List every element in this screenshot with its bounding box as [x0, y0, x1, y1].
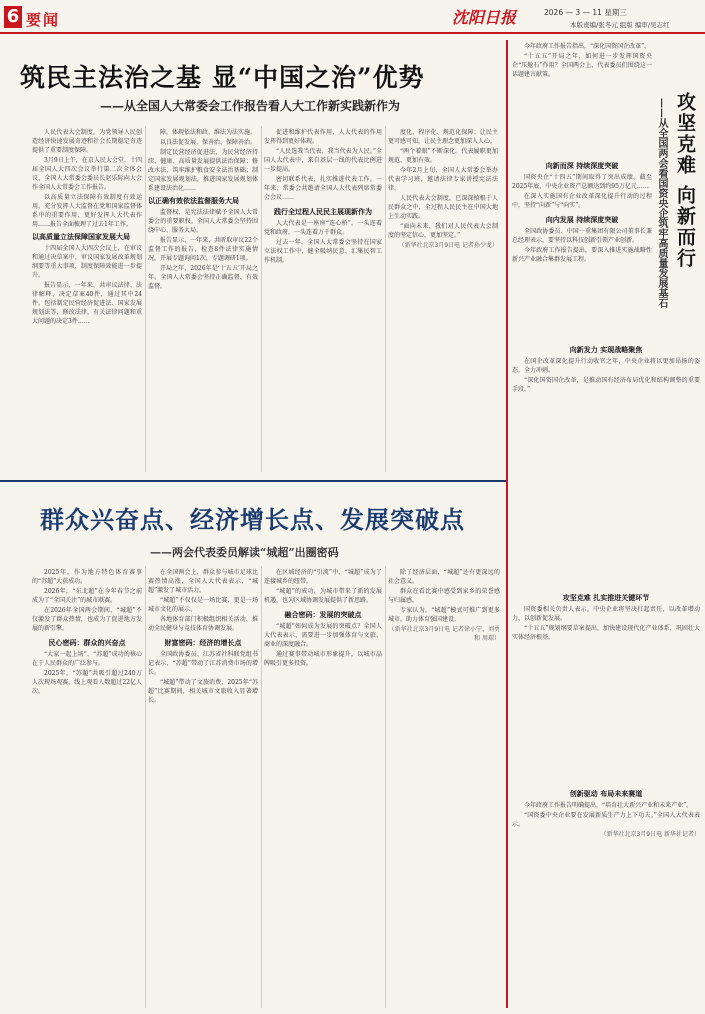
column-divider	[385, 126, 386, 472]
paragraph: 3月9日上午，在京人民大会堂，十四届全国人大四次会议举行第二次全体会议，全国人大常委会委员长赵乐际向大会作全国人大常委会工作报告。	[32, 157, 142, 191]
paragraph: 以高质量立法保障有效制度有效运用，充分发挥人大监督在党和国家监督体系中的重要作用，更好发挥人大代表作用……报告全面梳理了过去1年工作。	[32, 194, 142, 228]
paragraph: 度化、程序化、规范化保障；让民主更可感可知，让民主理念更加深入人心。	[388, 129, 498, 145]
article1-headline: 筑民主法治之基 显“中国之治”优势	[20, 63, 425, 92]
sidebar-divider	[506, 40, 508, 1008]
column-divider	[385, 566, 386, 1008]
page-number-badge: 6	[4, 6, 22, 28]
paragraph: 制定民营经济促进法，为民营经济持续、健康、高质量发展提供法治保障；修改水法，筑牢维护粮食安全法治基础；制定国家发展规划法，推进国家发展规划体系建设法治化……	[148, 149, 258, 192]
article1-column-3	[264, 128, 382, 470]
paragraph: 今年政府工作报告指出，“深化国资国企改革”。	[524, 43, 651, 50]
paragraph: 在深入实施国有企业改革深化提升行动的过程中，坚持“向新”与“向实”。	[512, 193, 652, 209]
sidebar-column-2	[512, 340, 700, 580]
paragraph: “城超”如何成为发展的突破点？全国人大代表表示，需要进一步加强体育与文旅、商业的深度融合。	[264, 623, 382, 648]
sidebar-subhead-4: 攻坚克难 扎实推进关键环节	[562, 594, 650, 602]
paragraph: 2026年，“东北超”在今年春节之前成为了“全国关注”的城市联赛。	[32, 588, 142, 604]
paragraph: 十四届全国人大四次会议上，在审议和通过决草案中，审议国家发展改革规划纲要等重大事项，制度保障效能进一步提升。	[32, 245, 142, 279]
paragraph: 国资委相关负责人表示，中央企业将坚决扛起责任，以改革增动力、以创新促发展。	[512, 606, 700, 622]
article1-subhead-2: 以正确有效依法监督服务大局	[148, 197, 239, 205]
paragraph: 密切联系代表，扎实推进代表工作。一年来，常委会共邀请全国人大代表列席常委会会议……	[264, 176, 382, 201]
paragraph: “两个着眼”不断深化。代表履职更加规范、更加有效。	[388, 148, 498, 164]
sidebar-subhead-5: 创新驱动 布局未来赛道	[569, 790, 643, 798]
sidebar-headline: 攻坚克难 向新而行	[674, 92, 696, 269]
paragraph: “城超”带动了文旅消费，2025年“苏超”比赛期间，相关城市文旅收入显著增长。	[148, 679, 258, 704]
article2-subhead-1: 民心密码：群众的兴奋点	[48, 639, 126, 647]
paragraph: 今年2月上旬，全国人大常委会举办代表学习班，邀请法律专家讲授宪法法律。	[388, 167, 498, 192]
paragraph: “十五五”开局之年，如何进一步发挥国资央企“压舱石”作用？全国两会上，代表委员们围绕这一话题建言献策。	[512, 53, 652, 78]
paragraph: 在国企改革深化提升行动收官之年，中央企业将以更加昂扬的姿态，全力冲刺。	[512, 358, 700, 374]
issue-date: 2026 — 3 — 11 星期三	[544, 8, 627, 17]
paragraph: 2025年，“苏超”共吸引超过240万人次现场观赛，线上观看人数超过22亿人次。	[32, 670, 142, 695]
paragraph: 2025年，作为地方特色体育赛事的“苏超”大获成功。	[32, 569, 142, 585]
sidebar-subhead-1: 向新而深 持续深度突破	[545, 162, 619, 170]
newspaper-logo: 沈阳日报	[452, 8, 517, 27]
header-rule	[0, 32, 705, 34]
article2-column-3	[264, 568, 382, 1008]
sidebar-dateline: （新华社北京3月9日电 新华社记者）	[600, 831, 700, 838]
article2-column-2	[148, 568, 258, 1008]
article1-dateline: （新华社北京3月9日电 记者孙少龙）	[398, 242, 498, 249]
paragraph: 人民代表大会制度，已深深植根于人民群众之中，全过程人民民主在中国大地上生动实践。	[388, 195, 498, 220]
article1-subheadline: ——从全国人大常委会工作报告看人大工作新实践新作为	[100, 99, 401, 113]
section-name: 要闻	[26, 11, 61, 29]
paragraph: “人民选我当代表，我当代表为人民。”全国人大代表中，来自基层一线的代表比例进一步提高。	[264, 148, 382, 173]
editor-credit: 本版责编/张冬元 组版 编审/吴志红	[570, 21, 670, 29]
paragraph: 以良法促发展、保善治、保障善治。	[160, 139, 257, 146]
paragraph: 过去一年，全国人大常委会坚持在国家立法权工作中，健全吸纳民意、汇集民智工作机制。	[264, 239, 382, 264]
paragraph: “十五五”规划纲要草案提出，加快建设现代化产业体系，巩固壮大实体经济根基。	[512, 625, 700, 641]
paragraph: “国资委中央企业要在发展新质生产力上下功夫。”全国人大代表表示。	[512, 812, 700, 828]
paragraph: “深化国资国企改革，是推动国有经济布局优化和结构调整的重要手段。”	[512, 377, 700, 393]
article2-headline: 群众兴奋点、经济增长点、发展突破点	[40, 505, 465, 534]
article1-subhead-1: 以高质量立法保障国家发展大局	[32, 233, 130, 241]
sidebar-column-3	[512, 588, 700, 778]
column-divider	[261, 566, 262, 1008]
sidebar-intro	[512, 42, 652, 152]
paragraph: 今年政府工作报告明确提出，“培育壮大新兴产业和未来产业”。	[524, 802, 693, 809]
paragraph: “城超”不仅仅是一场比赛，更是一场城市文化的展示。	[148, 597, 258, 613]
article1-column-1	[32, 128, 142, 470]
article2-subheadline: ——两会代表委员解读“城超”出圈密码	[150, 546, 339, 559]
sidebar-subhead-3: 向新发力 实现战略聚焦	[569, 346, 643, 354]
paragraph: 国资央企“十四五”期间取得了突出成绩。截至2025年底，中央企业资产总额达到约95万亿元……	[512, 174, 652, 190]
paragraph: 报告显示，一年来，共听取审议22个监督工作的报告，检查8件法律实施情况，开展专题询问1次，专题调研1项。	[148, 237, 258, 262]
column-divider	[145, 126, 146, 472]
article2-dateline: （新华社北京3月9日电 记者徐小宁、刘勇 和 周璟）	[388, 626, 500, 642]
sidebar-subheadline: ——从全国两会看国资央企筑牢高质量发展基石	[656, 98, 667, 308]
paragraph: 在区域经济的“引流”中，“城超”成为了连接城乡的纽带。	[264, 569, 382, 585]
sidebar-column-4	[512, 784, 700, 1008]
sidebar-subhead-2: 向内发展 持续深度突破	[545, 216, 619, 224]
article1-subhead-3: 践行全过程人民民主展现新作为	[274, 208, 372, 216]
article2-column-1	[32, 568, 142, 1008]
sidebar-headline-block	[656, 92, 700, 344]
article1-column-2	[148, 128, 258, 470]
paragraph: 障，体现依法和政、维法为法实施。	[160, 129, 257, 136]
column-divider	[261, 126, 262, 472]
paragraph: “面向未来，我们对人民代表大会制度的坚定信心，更加坚定。”	[388, 223, 498, 239]
article2-column-4	[388, 568, 500, 1008]
paragraph: 人大代表是一座座“连心桥”。一头连着党和政府，一头连着万千群众。	[264, 220, 382, 236]
paragraph: 在全国两会上，群众参与城市足球比赛热情高涨，全国人大代表表示，“城超”激发了城市活力。	[148, 569, 258, 594]
paragraph: 专家认为，“城超”模式可推广到更多城市，助力体育强国建设。	[388, 607, 500, 623]
paragraph: 除了经济层面，“城超”还有更深远的社会意义。	[388, 569, 500, 585]
paragraph: 人民代表大会制度，为党领导人民创造经济快速发展奇迹和社会长期稳定奇迹提供了重要制度保障。	[32, 129, 142, 154]
paragraph: 报告显示，一年来，共审议法律、法律解释、决定草案40件，通过其中24件。包括制定民营经济促进法、国家发展规划法等，修改法律，有关法律问题和重大问题的决定3件……	[32, 282, 142, 325]
paragraph: 全国政协委员、中国一重集团有限公司董事长兼总经理表示，要坚持以科技创新引领产业创新。	[512, 228, 652, 244]
paragraph: “城超”的成功，为城市带来了新的发展机遇，也为区域协调发展提供了新思路。	[264, 588, 382, 604]
paragraph: 开局之年，2026年是‘十五五’开局之年。全国人大常委会坚持正确监督、有效监督。	[148, 265, 258, 290]
paragraph: 通过赛事带动城市形象提升，以城市品牌吸引更多投资。	[264, 651, 382, 667]
sidebar-column-1	[512, 156, 652, 336]
article1-column-4	[388, 128, 498, 470]
paragraph: 促进和维护代表作用，人大代表的作用发挥得到更好体现。	[264, 129, 382, 145]
section-divider	[0, 480, 506, 482]
page-masthead	[0, 0, 705, 36]
article2-subhead-2: 财富密码：经济的增长点	[164, 639, 242, 647]
paragraph: 监督权，是宪法法律赋予全国人大常委会的重要职权。全国人大常委会坚持围绕中心、服务大局。	[148, 209, 258, 234]
paragraph: 群众在看比赛中感受到家乡的荣誉感与归属感。	[388, 588, 500, 604]
paragraph: 今年政府工作报告提出，要深入推进实施战略性新兴产业融合集群发展工程。	[512, 247, 652, 263]
article2-subhead-3: 融合密码：发展的突破点	[284, 611, 362, 619]
paragraph: 全国政协委员、江苏省社科联党组书记表示，“苏超”带动了江苏消费市场的增长。	[148, 651, 258, 676]
paragraph: “大家一起上场”，“苏超”成功的核心在于人民群众的广泛参与。	[32, 651, 142, 667]
paragraph: 各地体育部门积极组织相关活动，推动全民健身与竞技体育协调发展。	[148, 616, 258, 632]
paragraph: 在2026年全国两会期间，“城超”不仅激发了群众热情，也成为了促进地方发展的新引擎。	[32, 607, 142, 632]
column-divider	[145, 566, 146, 1008]
